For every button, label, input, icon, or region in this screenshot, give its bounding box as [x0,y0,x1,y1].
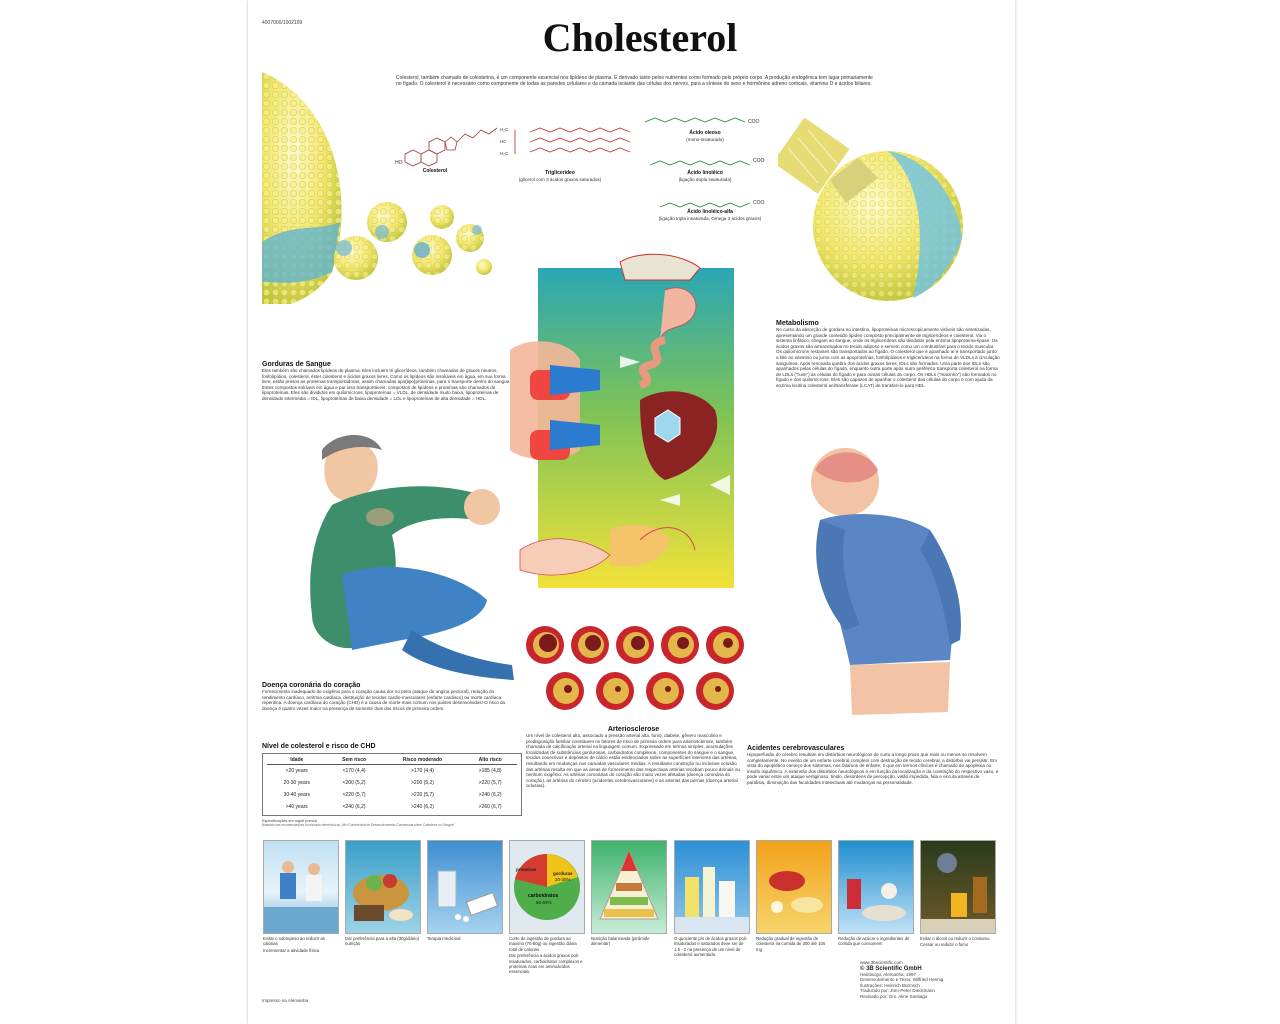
artery-lumen [665,686,671,692]
credit-line: Revisado por: Drs. Aline Santiago [860,993,928,999]
tip-item: O quociente p/s de ácidos graxos poli-insaturados e saturados deve ser de 1,5 - 2 na presença de um nível de colesterol aumentado. [674,936,748,958]
chest-pain-man-illustration [282,425,527,683]
stroke-section [747,745,999,786]
artery-lumen [631,636,645,650]
tip-1 [263,936,339,954]
table-cell: >220 (5,7) [478,780,502,786]
tip-2 [345,936,421,948]
artery-lumen [677,637,689,649]
metabolism-pathway-illustration [490,250,750,610]
tip-item: Redução gradual de ingestão de colesterol na comida de 300 até 100 mg [756,936,826,952]
tip-item: Redução de açúcar e ingredientes de comida que consomem [838,936,910,947]
coo-label-1: COO [748,119,760,125]
tip-7 [756,936,832,953]
nutrition-pie-chart [510,841,584,933]
panel-nutrition-pie [509,840,585,934]
pie-label-proteins: proteínas [516,867,537,872]
table-cell: >185 (4,8) [478,768,502,774]
chd-table [267,756,517,813]
table-cell: >240 (6,2) [478,792,502,798]
artery-lumen [715,686,721,692]
artery-lumen [585,635,601,651]
table-row [267,765,517,778]
table-row [267,801,517,813]
blood-fats-section [262,361,512,402]
coo-label-2: COO [753,158,765,164]
hc-label-3: H₂C [500,151,509,156]
lipoprotein-cross-section-illustration [778,118,968,304]
publisher-block [860,960,1010,1000]
credit-line: Ilustrações: Heinrich Bürmsch [860,982,920,988]
credit-line: Traduzido por: Jürn-Peter Dieckmann [860,988,935,994]
col-header: Alto risco [463,756,517,765]
alpha-linolenic-caption: Ácido linoléico-alfa (ligação tripla insaturada, Omega 3 ácidos graxos) [658,209,762,221]
stroke-man-illustration [790,440,975,725]
tip-8 [838,936,914,948]
triglyceride-caption: Triglicerídeo (glicerol com 3 ácidos graxos saturados) [518,170,602,182]
printed-in: Impresso na Alemanha [262,998,309,1003]
chd-table-note-source: Baseado nas recomendações do elevado referência do „NIH Conferência de Desenvolvimento Consensual sobre Colesterol no Sangue" [262,823,455,827]
table-cell: <240 (6,2) [342,804,366,810]
triglyceride-structure [515,128,630,154]
table-cell: >220 (5,7) [411,792,434,798]
tip-item: Cessar ou reduzir o fumo [920,942,969,948]
blood-fats-text: Eles também são chamados lipídeos de plasma. Eles incluem tri glicerídeos, também chamados de graxos neutros, fosfolipídios, colesterol, éster colesterol e ácidos graxos livres. Como os lipídeos são insolúveis em água, em sua forma livre, estão presos as proteínas transportadoras, assim chamadas apo(lipo)proteínas, para o transporte dentro do sangue. Estes compostos solúveis em água e por isso transportáveis, compostos de lipídeos e proteínas são chamados de lipoproteínas. Eles são divididos em quilomícrons, lipoproteínas = VLDL, de densidade muito baixa, lipoproteínas de densidade intermédia = IDL, lipoproteínas de baixa densidade = LDL e lipoproteínas de alta densidade = HDL. [262,368,511,401]
table-cell: >240 (6,2) [411,804,434,810]
stroke-title: Acidentes cerebrovasculares [747,745,845,752]
metabolism-text: No curso da absorção de gordura no intestino, lipoproteínas microscopicamente visíveis são sintetizadas, apresentando um grande conteúdo lipídeo composto principalmente de triglicerídeos e colesterol. Via o sistema linfático, chegam ao sangue, onde os triglicerídeos são divididos pela enzima lipoproteína-lipase. Os ácidos graxos são armazenados no tecido adiposo e servem como um combustível para o tecido muscular. Os quilomícrons restantes são transportados ao fígado. O colesterol que é apanhado aí é transportado junto a bile ao intestino ou junto com as apoproteínas, fosfolipídeos e triglicerídeos na forma de VLDLs à circulação sanguínea. Após renovada quebra dos ácidos graxos livres, IDLs são formados. Uma parte dos IDLs são apanhados pelas células do fígado, enquanto outra parte após outro periférico transporta colesterol na forma de LDLs ("ruim") às células do fígado e para outras células do corpo. Os HDLs ("macinho") são formados no fígado e dos quilomícrons. Eles são capazes de apanhar o colesterol das células do corpo e com ajuda da enzima lecitina colesterol aciltransferase (LCAT) de transferi-lo para HDL. [776,327,1000,388]
pie-label-carbs-pct: 50-60% [536,900,552,905]
pie-label-fats-pct: 20-30% [555,877,571,882]
hc-label-1: H₂C [500,127,509,132]
arteriosclerosis-artery-illustrations [520,623,745,715]
panel-alcohol-smoking [920,840,996,934]
coo-label-3: COO [753,200,765,206]
stroke-text: Hipoperfusão do cérebro resultam em distúrbios neurológicos de curto a longo prazo que mais ou menos se resolvem completamente. No evento de um enfarte cerebral completo com destruição de tecido cerebral, a distúrbio vai persistir. Em vista do apoplético começo dos sintomas, nos falamos de enfarte, o que em termos clínicos é chamado de apoplexia ou insulto isquêmico. A extensão dos distúrbios neurológicos é em função da localização e da constrição do respectivo vaso, e pode variar entre um ataque vertiginoso, tinido, desordens de percepção, visão impedida, fala e escuta através de paralisia, diminuição das faculdades intelectuais até mudanças na personalidade. [747,752,999,785]
ho-label: HO [395,160,403,166]
oleic-caption: Ácido oleoso (mono-insaturado) [686,130,724,142]
chd-section [262,682,517,711]
table-cell: >170 (4,4) [411,768,434,774]
tip-item: Terapia medicinal [427,936,461,941]
chd-table-note-units: Especificações em mg/dl (mmol) [262,819,317,823]
brand-logo-text: © 3B Scientific GmbH [860,965,922,972]
tip-item: Dar preferência para a alta (30g/diário) nutrição [345,936,420,947]
website: www.3bscientific.com [860,960,903,965]
table-cell: >260 (6,7) [478,804,502,810]
metabolism-title: Metabolismo [776,320,819,327]
tip-5 [591,936,667,948]
linoleic-caption: Ácido linoléico (ligação dupla insaturada) [678,170,732,182]
col-header: Sem risco [327,756,382,765]
panel-medication [427,840,503,934]
col-header: Risco moderado [382,756,464,765]
hc-label-2: HC [500,139,507,144]
table-cell: <220 (5,7) [342,792,366,798]
artery-lumen [564,685,572,693]
table-cell: >40 years [285,804,308,810]
chd-table-title: Nível de colesterol e risco de CHD [262,743,376,750]
artery-lumen [539,634,557,652]
tip-6 [674,936,750,959]
panel-food-pyramid [591,840,667,934]
panel-reduce-sugar [838,840,914,934]
tip-item: Evitar o sobrepeso ao reduzir as calorias [263,936,325,947]
table-cell: <200 (5,2) [342,780,366,786]
tip-3 [427,936,503,942]
catalog-number: 4007000/1002169 [262,20,303,26]
cholesterol-structure [405,128,497,166]
panel-exercise [263,840,339,934]
table-cell: 20-30 years [283,780,310,786]
chd-table-section [262,743,522,827]
blood-fats-title: Gorduras de Sangue [262,361,331,368]
atherosclerosis-text: Um nível de colesterol alto, associado a pressão arterial alta, fumo, diabete, gênero masculino e predisposição familiar constituem os fatores de risco de primeira ordem para arteriosclerose, também chamada de calcificação arterial na linguagem comum. Expressado em termos simples, acumulações focalizadas de substâncias gordurosas, carboidratos complexos, componentes do sangue e o sangue, tecidos conectivos e depósitos de cálcio estão evidenciados sobre as superfícies interiores das artérias, resultando em mudanças nas camadas vasculares médias. A resultante constrição ou inclusive oclusão das artérias resulta em que as áreas de fornecimento das respectivas artérias recebam pouco demais ou nenhum oxigênio. As artérias coronárias do coração são muito vezes afetadas (doença coronária do coração), as artérias do cérebro (acidentes cerebrovasculares) e as artérias das pernas (doença arterial oclusiva). [526,733,740,789]
tip-item: Evitar o álcool ou reduzir o consumo [920,936,990,941]
tip-item: Nutrição balanceada (pirâmide alimentar) [591,936,650,947]
pie-label-carbs: carboidratos [528,893,559,899]
chd-table-box [262,753,522,816]
atherosclerosis-section [526,726,741,789]
tip-item: Incrementar a atividade física [263,947,320,953]
intro-text: Colesterol, também chamado de colesterina, é um componente essencial nos lipídeos de plasma. É derivado tanto pelos nutrientes como formado pelo próprio corpo. A produção endogênica tem lugar primariamente no fígado. O colesterol é necessário como componente de todas as paredes celulares e da camada isolante das células dos nervos, para a síntese do sexo e hormônios adreno corticais, vitamina D e ácidos biliares. [396,75,873,88]
credit-line: Desenvolvimento e Texto: Wilfried Hennig [860,977,944,983]
tip-4 [509,936,585,976]
pie-label-fats: gorduras [553,871,573,876]
table-cell: <20 years [285,768,308,774]
panel-reduce-cholesterol-foods [756,840,832,934]
table-cell: >200 (5,2) [411,780,434,786]
table-row [267,777,517,789]
tip-item: Dar preferência a ácidos graxos poli-insaturados, carboidratos complexos e proteínas ricas em aminoácidos essenciais. [509,953,583,975]
metabolism-section [776,320,1000,389]
table-cell: <170 (4,4) [342,768,366,774]
page-title: Cholesterol [542,15,738,60]
panel-oils [674,840,750,934]
tip-item: Corte de ingestão de gordura ao máximo (70-80g) ou ingestão diária total de calorias [509,936,577,952]
atherosclerosis-title: Arteriosclerose [607,726,660,733]
panel-fiber-foods [345,840,421,934]
table-row [267,789,517,801]
chd-title: Doença coronária do coração [262,682,361,689]
artery-lumen [615,686,621,692]
artery-lumen [723,638,733,648]
table-cell: 30-40 years [283,792,310,798]
credit-line: Hamburgo, Alemanha, 1997 [860,971,917,977]
cholesterol-caption: Colesterol [422,168,448,174]
tip-9 [920,936,996,949]
chd-text: Fornecimento inadequado de oxigênio para o coração causa dor no peito (ataque de angina pectoral), redução do rendimento cardíaco, arritmia cardíaca, destruição de tecidos cardio-musculares (enfarte cardíaco) ou morte cardíaca repentina. A doença cardíaca do coração (CHD) é a causa de morte mais comum nos países desenvolvidos! O risco da doença é quatro vezes maior na presença de somente dois dos riscos de primeira ordem. [262,689,506,711]
col-header: Idade [267,756,327,765]
